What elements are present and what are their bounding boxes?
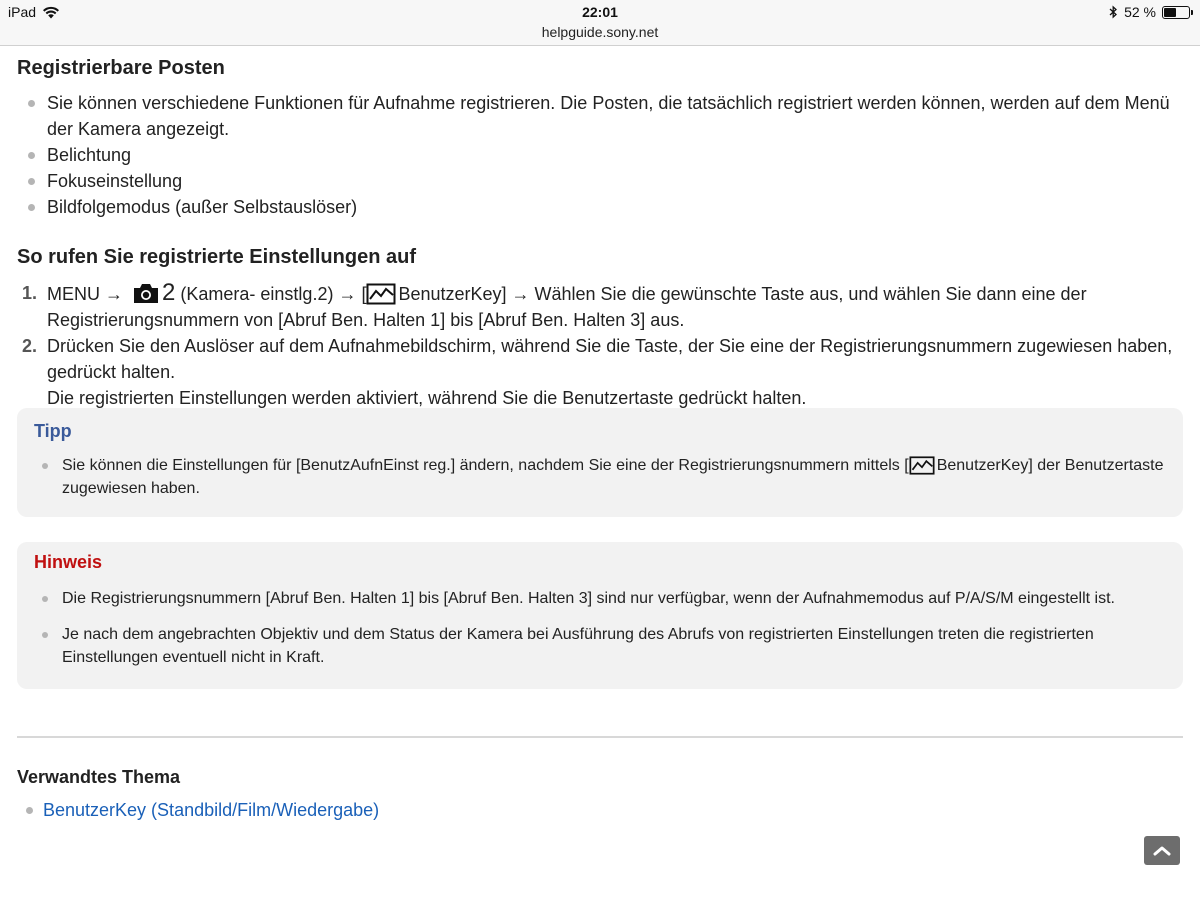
- list-item: Belichtung: [17, 142, 1183, 168]
- tip-text-a: Sie können die Einstellungen für [BenutzAufnEinst reg.] ändern, nachdem Sie eine der Registrierungsnummern mittels [: [62, 457, 909, 474]
- step-extra-text: Die registrierten Einstellungen werden aktiviert, während Sie die Benutzertaste gedrückt halten.: [47, 388, 807, 408]
- list-item: Fokuseinstellung: [17, 168, 1183, 194]
- status-center: [0, 4, 1200, 40]
- status-bar: [0, 0, 1200, 46]
- step-text-a: (Kamera- einstlg.2) → [: [180, 284, 367, 304]
- divider: [17, 736, 1183, 738]
- device-name: iPad: [8, 4, 37, 20]
- battery-percent: 52 %: [1124, 4, 1156, 20]
- heading-recall: So rufen Sie registrierte Einstellungen auf: [17, 246, 416, 268]
- tip-box: [17, 408, 1183, 517]
- tip-item: [34, 454, 1164, 500]
- step-2: [17, 333, 1183, 411]
- step-text: Drücken Sie den Auslöser auf dem Aufnahmebildschirm, während Sie die Taste, der Sie eine der Registrierungsnummern zugewiesen haben, gedrückt halten.: [47, 336, 1173, 382]
- tip-list: [34, 454, 1164, 500]
- related-link-benutzerkey[interactable]: BenutzerKey (Standbild/Film/Wiedergabe): [43, 800, 380, 820]
- scroll-to-top-button[interactable]: [1144, 836, 1180, 865]
- tip-text-b: BenutzerKey] der Benutzertaste zugewiesen haben.: [62, 457, 1164, 497]
- related-list: [17, 797, 379, 823]
- step-text-b: BenutzerKey] → Wählen Sie die gewünschte Taste aus, und wählen Sie dann eine der Registrierungsnummern von [Abruf Ben. Halten 1] bis [Abruf Ben. Halten 3] aus.: [47, 284, 1087, 330]
- step-1: [17, 280, 1183, 333]
- recall-steps: [17, 280, 1183, 411]
- camera-icon: [132, 282, 160, 304]
- step-number: 2.: [22, 336, 38, 356]
- tip-title: Tipp: [34, 421, 72, 441]
- address-bar-url[interactable]: helpguide.sony.net: [541, 24, 659, 40]
- list-item: Bildfolgemodus (außer Selbstauslöser): [17, 194, 1183, 220]
- clock: 22:01: [582, 4, 618, 20]
- battery-level: [1164, 8, 1176, 17]
- battery-icon: [1162, 6, 1190, 19]
- heading-related: Verwandtes Thema: [17, 767, 181, 787]
- heading-registerable: Registrierbare Posten: [17, 57, 225, 79]
- bluetooth-icon: [1109, 5, 1118, 19]
- note-box: [17, 542, 1183, 689]
- chevron-up-icon: [1153, 845, 1171, 856]
- registerable-list: [17, 90, 1183, 220]
- note-list: [34, 587, 1164, 669]
- note-title: Hinweis: [34, 552, 103, 572]
- camera-menu-number: 2: [162, 279, 176, 306]
- note-item: Die Registrierungsnummern [Abruf Ben. Halten 1] bis [Abruf Ben. Halten 3] sind nur verfügbar, wenn der Aufnahmemodus auf P/A/S/M eingestellt ist.: [34, 587, 1164, 610]
- list-item: Sie können verschiedene Funktionen für Aufnahme registrieren. Die Posten, die tatsächlich registriert werden können, werden auf dem Menü der Kamera angezeigt.: [17, 90, 1183, 142]
- related-item: [17, 797, 379, 823]
- step-menu-text: MENU →: [47, 284, 123, 304]
- custom-key-icon: [909, 456, 935, 475]
- note-item: Je nach dem angebrachten Objektiv und dem Status der Kamera bei Ausführung des Abrufs von registrierten Einstellungen treten die registrierten Einstellungen eventuell nicht in Kraft.: [34, 623, 1164, 669]
- step-number: 1.: [22, 283, 38, 303]
- status-right: [1109, 4, 1190, 20]
- custom-key-icon: [366, 283, 396, 305]
